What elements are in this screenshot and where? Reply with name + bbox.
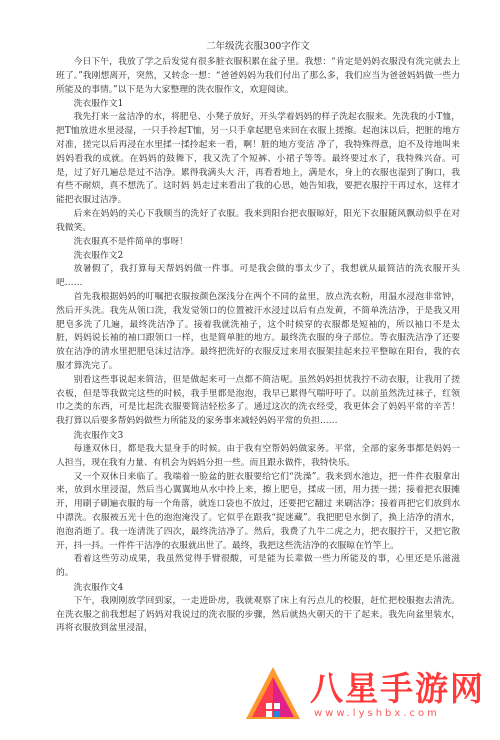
paragraph: 洗衣服真不是件简单的事呀！	[73, 236, 188, 247]
section-heading: 洗衣服作文4	[73, 582, 124, 593]
paragraph: 每逢双休日，都是我大显身手的时候。由于我有空帮妈妈做家务。平常，全部的家务事都是妈妈一人担当，现在我有力量、有机会为妈妈分担一些。而且跟永做件，我特快乐。	[56, 443, 460, 468]
paragraph: 下午，我刚刚放学回到家，一走进卧房，我就观察了床上有污点儿的校服，赶忙把校服抱去清洗。在洗衣服之前我想起了妈妈对我说过的洗衣服的步骤，然后就热火朝天的干了起来。我先向盆里装水，再将衣服放到盆里浸湿，	[56, 595, 460, 634]
brand-name: 八星手游网	[310, 668, 485, 708]
document-page	[56, 40, 460, 636]
paragraph: 首先我根据妈妈的叮嘱把衣服按颜色深浅分在两个不同的盆里，放点洗衣粉，用温水浸泡非常钟，然后开头洗。我先从领口洗，我发觉领口的位置被汗水浸过以后有点发黄，不简单洗洁净，于是我又用肥皂多洗了几遍，最终洗洁净了。接着我就洗袖子，这个时候穿的衣服都是短袖的，所以袖口不是太脏，妈妈说长袖的袖口跟领口一样，也是简单脏的地方。最终洗衣服的身子部位。等衣服洗洁净了还要放在洁净的清水里把肥皂沫过洁净。最终把洗好的衣服反过来用衣服架挂起来拉平整晾在阳台，我的衣服才算洗完了。	[56, 291, 460, 371]
document-title: 二年级洗衣服300字作文	[206, 41, 310, 52]
paragraph: 又一个双休日来临了。我端着一脸盆的脏衣服要给它们“洗澡”。我来到水池边，把一件件衣服拿出来，放到水里浸湿，然后当心翼翼地从水中拎上来，擦上肥皂，揉成一团，用力搓一搓；接着把衣服摊开，用刷子刷遍衣服的每一个角落，就连口袋也不放过，还要把它翻过 来刷洁净；接着再把它们放到水中漂洗。衣服被五光十色的泡泡淹没了。它似乎在跟我“捉迷藏”。我把肥皂水倒了，换上洁净的清水，泡泡消逝了。我一连清洗了四次，最终洗洁净了。然后，我费了九牛二虎之力，把衣服拧干，又把它散开，抖一抖。一件件干洁净的衣服就出世了。最终，我把这些洗洁净的衣服晾在竹竿上。	[56, 471, 460, 551]
brand-text	[310, 670, 485, 719]
paragraph: 我先打来一盆洁净的水，将肥皂、小凳子放好，开头学着妈妈的样子洗起衣服来。先洗我的小T恤，把T恤放进水里浸湿，一只手拎起T恤，另一只手拿起肥皂来回在衣服上搓擦。起泡沫以后，把脏的地方对准，搓完以后再浸在水里揉一揉拎起来一看，啊！脏的地方变洁 净了，我特殊得意，迫不及待地叫来妈妈看我的成就。在妈妈的鼓舞下，我又洗了个短裤、小裙子等等。最终要过水了，我特殊兴奋。可是，过了好几遍总是过不洁净。累得我满头大 汗，再看看地上，满是水，身上的衣服也湿到了胸口，我有些不耐烦，真不想洗了。这时妈 妈走过来看出了我的心思，她告知我，要把衣服拧干再过水，这样才能把衣服过洁净。	[56, 112, 460, 206]
site-watermark	[242, 656, 492, 732]
document-body	[56, 56, 460, 636]
paragraph: 放暑假了，我打算每天帮妈妈做一件事。可是我会做的事太少了，我想就从最简洁的洗衣服开头吧……	[56, 264, 460, 289]
paragraph: 看着这些劳动成果，我虽然觉得手臂很酸，可是能为长辈做一些力所能及的事，心里还是乐滋滋的。	[56, 554, 460, 579]
section-heading: 洗衣服作文2	[73, 251, 124, 262]
brand-url: www.lyshbx.com	[314, 707, 440, 719]
paragraph: 后来在妈妈的关心下我顺当的洗好了衣服。我来到阳台把衣服晾好，阳光下衣服随风飘动似乎在对我微笑。	[56, 208, 460, 233]
brand-logo-icon	[242, 663, 304, 725]
paragraph: 别看这些事说起来简洁，但是做起来可一点都不简洁呢。虽然妈妈担忧我拧不动衣服，让我用了搓衣板，但是等我做完这些的时候，我手里都是泡泡，我早已累得气喘吁吁了。以前虽然洗过袜子，红领巾之类的东西，可是比起洗衣服要简洁轻松多了。通过这次的洗衣经受，我更体会了妈妈平常的辛苦！我打算以后要多帮妈妈做些力所能及的家务事来减轻妈妈平常的负担……	[56, 374, 460, 427]
section-heading: 洗衣服作文3	[73, 430, 124, 441]
paragraph: 今日下午，我放了学之后发觉有很多脏衣服积累在盆子里。我想：“肯定是妈妈衣服没有洗完就去上班了。”我刚想离开，突然，又转念一想：“爸爸妈妈为我们付出了那么多，我们应当为爸爸妈妈做一些力所能及的事情。”以下是为大家整理的洗衣服作文，欢迎阅读。	[56, 57, 460, 95]
section-heading: 洗衣服作文1	[73, 99, 124, 110]
